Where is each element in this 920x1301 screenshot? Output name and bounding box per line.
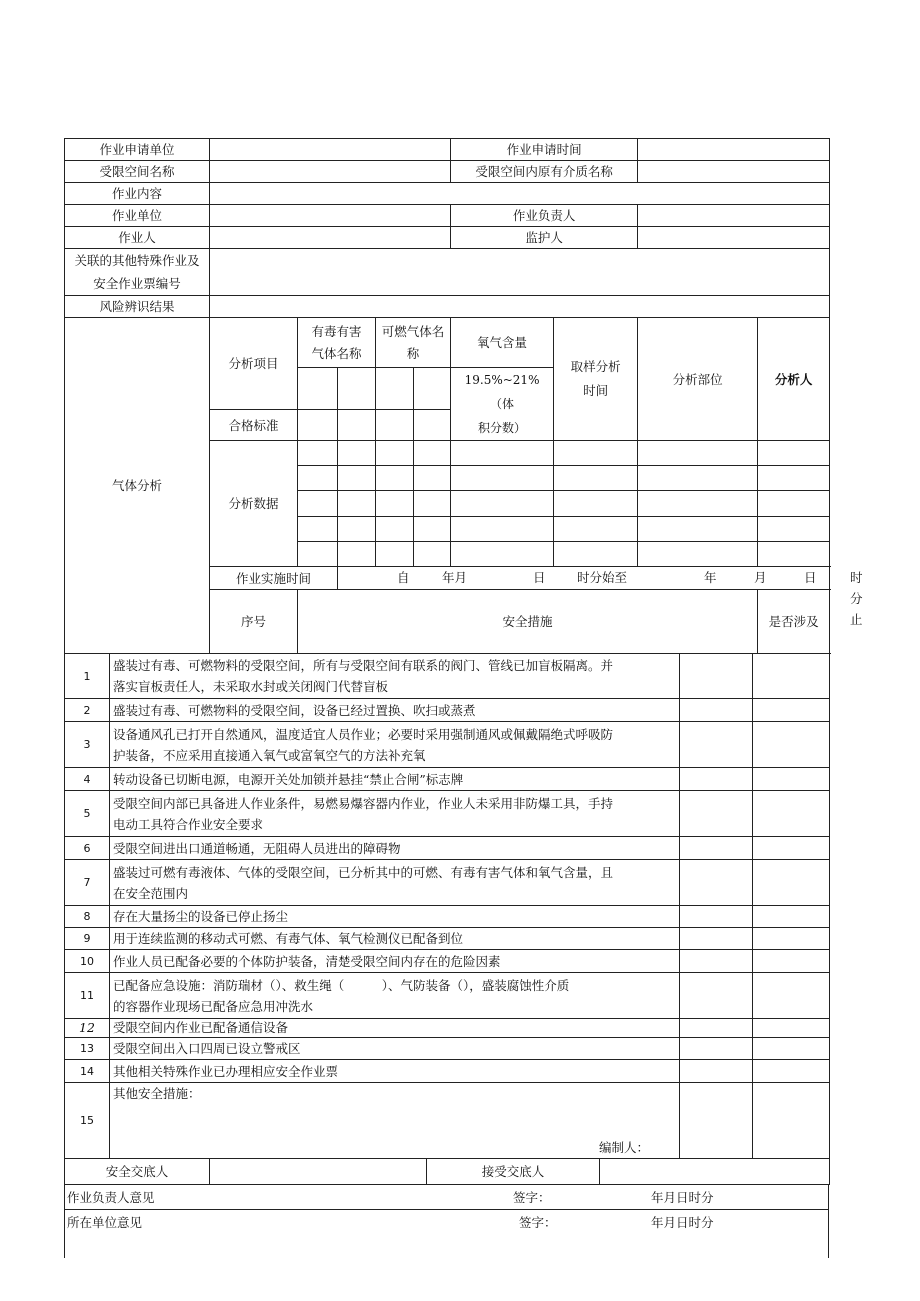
- data-cell[interactable]: [338, 542, 376, 567]
- date-label: 年月日时分: [651, 1190, 714, 1205]
- label-safety-receiver: 接受交底人: [427, 1159, 600, 1185]
- measure-no: 4: [65, 768, 110, 791]
- sample-time-line-2: 时间: [583, 383, 609, 398]
- header-analyst: 分析人: [758, 318, 830, 441]
- data-cell[interactable]: [414, 441, 451, 466]
- measure-line: 已配备应急设施：消防瑞材（）、救生绳（ ）、气防装备（），盛装腐蚀性介质: [113, 977, 570, 993]
- data-cell[interactable]: [414, 542, 451, 567]
- measure-line: 电动工具符合作业安全要求: [113, 816, 264, 832]
- confirm-cell[interactable]: [753, 1038, 830, 1060]
- involved-cell[interactable]: [680, 950, 753, 973]
- data-cell[interactable]: [298, 466, 338, 491]
- data-cell[interactable]: [451, 517, 554, 542]
- data-cell[interactable]: [758, 542, 830, 567]
- label-work-unit: 作业单位: [65, 205, 210, 227]
- label-worker: 作业人: [65, 227, 210, 249]
- measure-line: 护装备，不应采用直接通入氧气或富氧空气的方法补充氧: [113, 747, 426, 763]
- std-cell-2[interactable]: [338, 410, 376, 441]
- time-part: 年月: [442, 570, 468, 585]
- measure-no: 10: [65, 950, 110, 973]
- time-part: 月: [754, 570, 767, 585]
- measure-no: 13: [65, 1038, 110, 1060]
- measure-text: 受限空间出入口四周已设立警戒区: [110, 1038, 680, 1060]
- label-apply-unit: 作业申请单位: [65, 139, 210, 161]
- sign-label: 签字：: [519, 1215, 557, 1230]
- label-implementation-time: 作业实施时间: [210, 567, 338, 590]
- data-cell[interactable]: [638, 517, 758, 542]
- measure-no: 8: [65, 906, 110, 928]
- label-related-permits: [65, 249, 210, 296]
- confirm-cell[interactable]: [753, 906, 830, 928]
- measure-no: 9: [65, 928, 110, 950]
- related-permits-field[interactable]: [210, 249, 830, 296]
- data-cell[interactable]: [638, 491, 758, 517]
- permit-table: [64, 138, 863, 654]
- data-cell[interactable]: [338, 491, 376, 517]
- opinion-row[interactable]: [65, 1184, 828, 1210]
- label-work-leader: 作业负责人: [451, 205, 638, 227]
- measure-text: 受限空间进出口通道畅通，无阻碍人员进出的障碍物: [110, 837, 680, 860]
- data-cell[interactable]: [338, 466, 376, 491]
- time-part: 日: [804, 570, 817, 585]
- data-cell[interactable]: [298, 517, 338, 542]
- label-standard: 合格标准: [210, 410, 298, 441]
- measure-text: [110, 722, 680, 768]
- label-safety-giver: 安全交底人: [65, 1159, 210, 1185]
- confirm-cell[interactable]: [753, 1060, 830, 1083]
- involved-cell[interactable]: [680, 791, 753, 837]
- sign-label: 签字：: [513, 1190, 551, 1205]
- header-no: 序号: [210, 590, 298, 654]
- involved-cell[interactable]: [680, 1038, 753, 1060]
- medium-name-field[interactable]: [638, 161, 830, 183]
- measure-text: 盛装过有毒、可燃物料的受限空间，设备已经过置换、吹扫或蒸煮: [110, 699, 680, 722]
- apply-unit-field[interactable]: [210, 139, 451, 161]
- oxygen-standard: [451, 368, 554, 441]
- involved-cell[interactable]: [680, 1060, 753, 1083]
- involved-cell[interactable]: [680, 928, 753, 950]
- data-cell[interactable]: [554, 441, 638, 466]
- header-position: 分析部位: [638, 318, 758, 441]
- label-space-name: 受限空间名称: [65, 161, 210, 183]
- measure-no: 5: [65, 791, 110, 837]
- measure-no: 1: [65, 654, 110, 699]
- header-involved: 是否涉及: [758, 590, 830, 654]
- oxygen-std-line-1: 19.5%~21%（体: [464, 373, 540, 411]
- measure-text: [110, 973, 680, 1019]
- sample-time-line-1: 取样分析: [570, 359, 621, 374]
- time-part: 年: [704, 570, 717, 585]
- label-risk-result: 风险辨识结果: [65, 296, 210, 318]
- confirm-cell[interactable]: [753, 791, 830, 837]
- measure-line: 设备通风孔已打开自然通风，温度适宜人员作业；必要时采用强制通风或佩戴隔绝式呼吸防: [113, 726, 614, 742]
- confirm-cell[interactable]: [753, 1019, 830, 1038]
- data-cell[interactable]: [414, 466, 451, 491]
- editor-label: 编制人：: [598, 1140, 649, 1155]
- measure-line: 在安全范围内: [113, 885, 189, 901]
- opinion-label: 作业负责人意见: [67, 1190, 155, 1205]
- data-cell[interactable]: [298, 491, 338, 517]
- data-cell[interactable]: [338, 441, 376, 466]
- involved-cell[interactable]: [680, 973, 753, 1019]
- label-apply-time: 作业申请时间: [451, 139, 638, 161]
- work-leader-field[interactable]: [638, 205, 830, 227]
- toxic-line-1: 有毒有害: [311, 323, 362, 339]
- measure-text: 用于连续监测的移动式可燃、有毒气体、氧气检测仪已配备到位: [110, 928, 680, 950]
- related-line-1: 关联的其他特殊作业及: [74, 253, 200, 268]
- data-cell[interactable]: [451, 542, 554, 567]
- measure-no: 7: [65, 860, 110, 906]
- data-cell[interactable]: [376, 542, 414, 567]
- data-cell[interactable]: [376, 466, 414, 491]
- data-cell[interactable]: [554, 517, 638, 542]
- flammable-cell-b[interactable]: [414, 368, 451, 410]
- data-cell[interactable]: [451, 441, 554, 466]
- data-cell[interactable]: [554, 542, 638, 567]
- data-cell[interactable]: [638, 466, 758, 491]
- involved-cell[interactable]: [680, 768, 753, 791]
- label-analysis-item: 分析项目: [210, 318, 298, 410]
- label-analysis-data: 分析数据: [210, 441, 298, 567]
- measure-no: 2: [65, 699, 110, 722]
- related-line-2: 安全作业票编号: [93, 276, 181, 291]
- std-cell-3[interactable]: [376, 410, 414, 441]
- measure-no: 15: [65, 1083, 110, 1159]
- measure-text: 受限空间内作业已配备通信设备: [110, 1019, 680, 1038]
- flammable-cell-a[interactable]: [376, 368, 414, 410]
- header-sample-time: [554, 318, 638, 441]
- std-cell-1[interactable]: [298, 410, 338, 441]
- opinion-section: [64, 1184, 829, 1258]
- risk-result-field[interactable]: [210, 296, 830, 318]
- confirm-cell[interactable]: [753, 973, 830, 1019]
- header-flammable-gas: [376, 318, 451, 368]
- data-cell[interactable]: [758, 517, 830, 542]
- data-cell[interactable]: [554, 491, 638, 517]
- toxic-cell-b[interactable]: [338, 368, 376, 410]
- oxygen-std-line-2: 积分数）: [478, 421, 527, 435]
- confirm-cell[interactable]: [753, 950, 830, 973]
- measure-line: 的容器作业现场已配备应急用冲洗水: [113, 998, 314, 1014]
- time-part: 时分始至: [577, 570, 628, 585]
- data-cell[interactable]: [638, 542, 758, 567]
- measure-text: 作业人员已配备必要的个体防护装备，清楚受限空间内存在的危险因素: [110, 950, 680, 973]
- confirm-cell[interactable]: [753, 699, 830, 722]
- content-field[interactable]: [210, 183, 830, 205]
- involved-cell[interactable]: [680, 1019, 753, 1038]
- safety-giver-field[interactable]: [210, 1159, 427, 1185]
- label-content: 作业内容: [65, 183, 210, 205]
- opinion-label: 所在单位意见: [67, 1215, 143, 1230]
- data-cell[interactable]: [414, 491, 451, 517]
- measure-text: [110, 791, 680, 837]
- data-cell[interactable]: [451, 466, 554, 491]
- other-measures-field[interactable]: [110, 1083, 680, 1159]
- data-cell[interactable]: [414, 517, 451, 542]
- other-measures-label: 其他安全措施：: [113, 1086, 201, 1101]
- guardian-field[interactable]: [638, 227, 830, 249]
- measure-line: 受限空间内部已具备进人作业条件，易燃易爆容器内作业，作业人未采用非防爆工具，手持: [113, 795, 614, 811]
- confirm-cell[interactable]: [753, 1083, 830, 1159]
- data-cell[interactable]: [758, 441, 830, 466]
- confirm-cell[interactable]: [753, 654, 830, 699]
- measure-text: 其他相关特殊作业已办理相应安全作业票: [110, 1060, 680, 1083]
- measure-no: 12: [65, 1019, 110, 1038]
- measure-line: 盛装过可燃有毒液体、气体的受限空间，已分析其中的可燃、有毒有害气体和氧气含量，且: [113, 864, 614, 880]
- flammable-line-2: 称: [406, 345, 420, 361]
- involved-cell[interactable]: [680, 1083, 753, 1159]
- space-name-field[interactable]: [210, 161, 451, 183]
- data-cell[interactable]: [758, 491, 830, 517]
- measure-text: [110, 654, 680, 699]
- time-part: 自: [397, 570, 410, 585]
- data-cell[interactable]: [376, 441, 414, 466]
- involved-cell[interactable]: [680, 654, 753, 699]
- signature-table: [64, 1158, 830, 1185]
- confirm-cell[interactable]: [753, 860, 830, 906]
- header-oxygen: 氧气含量: [451, 318, 554, 368]
- worker-field[interactable]: [210, 227, 451, 249]
- toxic-line-2: 气体名称: [311, 345, 362, 361]
- flammable-line-1: 可燃气体名: [381, 323, 445, 339]
- apply-time-field[interactable]: [638, 139, 830, 161]
- measure-text: 转动设备已切断电源，电源开关处加锁并悬挂“禁止合闸”标志牌: [110, 768, 680, 791]
- label-medium-name: 受限空间内原有介质名称: [451, 161, 638, 183]
- data-cell[interactable]: [376, 491, 414, 517]
- measure-line: 落实盲板责任人，未采取水封或关闭阀门代替盲板: [113, 679, 389, 694]
- data-cell[interactable]: [451, 491, 554, 517]
- involved-cell[interactable]: [680, 699, 753, 722]
- measure-no: 11: [65, 973, 110, 1019]
- data-cell[interactable]: [554, 466, 638, 491]
- std-cell-4[interactable]: [414, 410, 451, 441]
- data-cell[interactable]: [298, 441, 338, 466]
- measure-text: [110, 860, 680, 906]
- header-toxic-gas: [298, 318, 376, 368]
- safety-receiver-field[interactable]: [600, 1159, 830, 1185]
- confirm-cell[interactable]: [753, 837, 830, 860]
- label-gas-analysis: 气体分析: [65, 318, 210, 654]
- work-permit-form: [64, 138, 863, 1258]
- data-cell[interactable]: [376, 517, 414, 542]
- time-part: 日: [533, 570, 546, 585]
- label-guardian: 监护人: [451, 227, 638, 249]
- work-unit-field[interactable]: [210, 205, 451, 227]
- measure-no: 6: [65, 837, 110, 860]
- data-cell[interactable]: [338, 517, 376, 542]
- confirm-cell[interactable]: [753, 722, 830, 768]
- opinion-row[interactable]: [65, 1210, 828, 1258]
- date-label: 年月日时分: [651, 1215, 714, 1230]
- involved-cell[interactable]: [680, 906, 753, 928]
- data-cell[interactable]: [758, 466, 830, 491]
- toxic-cell-a[interactable]: [298, 368, 338, 410]
- data-cell[interactable]: [298, 542, 338, 567]
- confirm-cell[interactable]: [753, 768, 830, 791]
- time-part: 时分止: [850, 570, 863, 627]
- measures-table: [64, 653, 830, 1159]
- measure-no: 3: [65, 722, 110, 768]
- involved-cell[interactable]: [680, 860, 753, 906]
- data-cell[interactable]: [638, 441, 758, 466]
- measure-line: 盛装过有毒、可燃物料的受限空间，所有与受限空间有联系的阀门、管线已加盲板隔离。并: [113, 658, 614, 673]
- header-measure: 安全措施: [298, 590, 758, 654]
- involved-cell[interactable]: [680, 837, 753, 860]
- confirm-cell[interactable]: [753, 928, 830, 950]
- measure-no: 14: [65, 1060, 110, 1083]
- involved-cell[interactable]: [680, 722, 753, 768]
- measure-text: 存在大量扬尘的设备已停止扬尘: [110, 906, 680, 928]
